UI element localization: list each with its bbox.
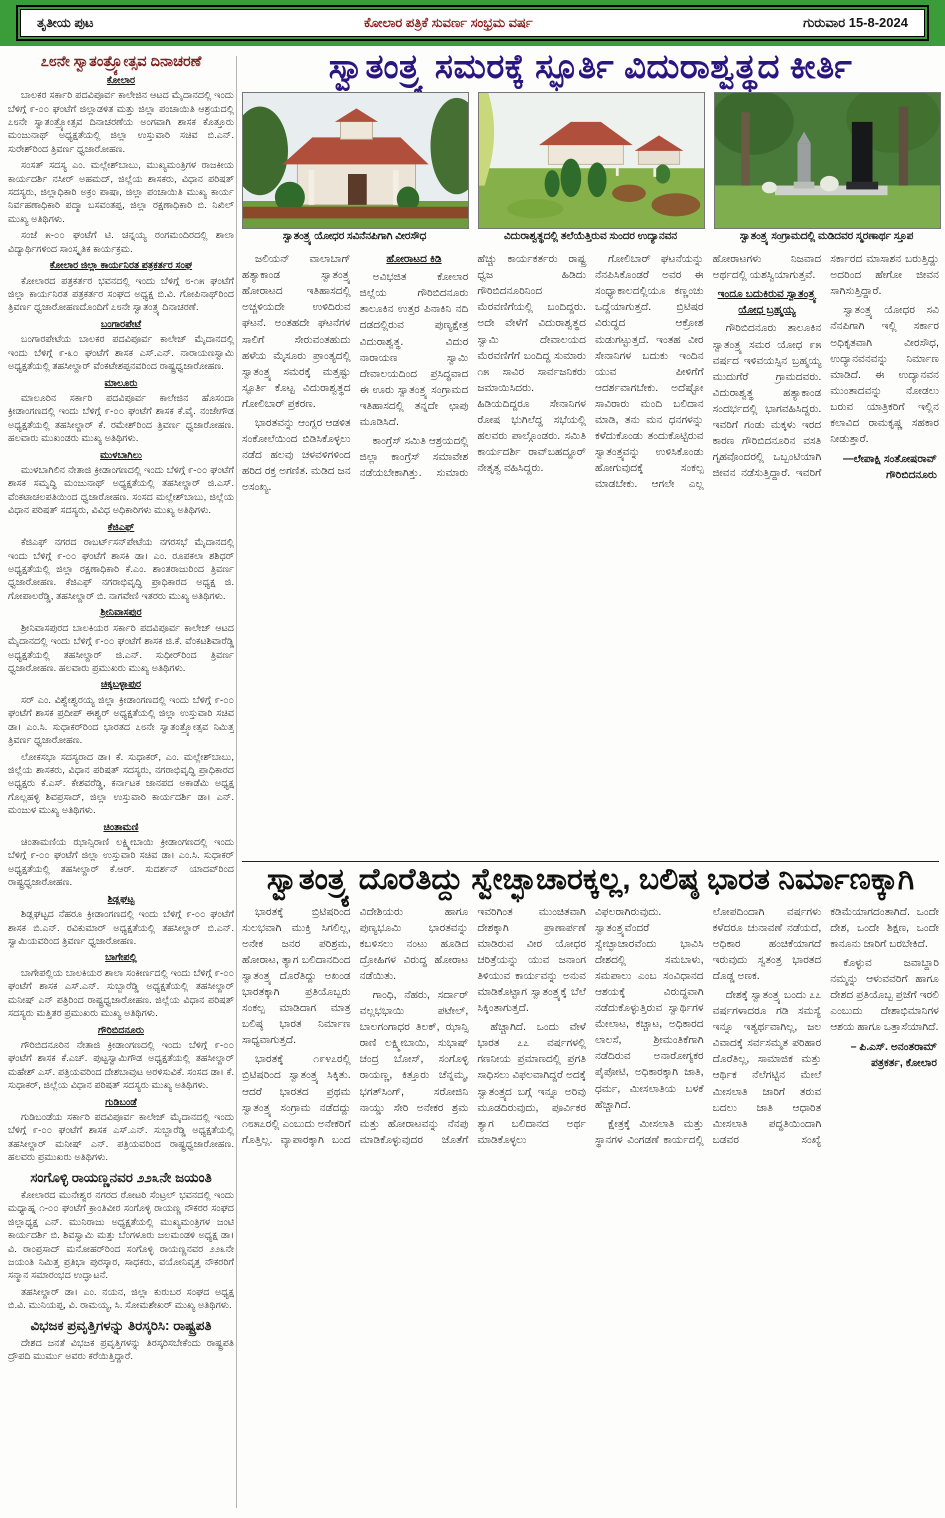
photo-caption: ವಿದುರಾಶ್ವತ್ಥದಲ್ಲಿ ತಲೆಯೆತ್ತಿರುವ ಸುಂದರ ಉದ್ಯಾನವನ xyxy=(503,230,677,242)
left-rail-flow xyxy=(8,74,234,1364)
left-rail-title: ೭೮ನೇ ಸ್ವಾತಂತ್ರ್ಯೋತ್ಸವ ದಿನಾಚರಣೆ xyxy=(40,54,202,70)
photo-veerasoudha xyxy=(242,92,467,243)
paragraph: ಮಾಲೂರಿನ ಸರ್ಕಾರಿ ಪದವಿಪೂರ್ವ ಕಾಲೇಜಿನ ಹೊಸಂದಾ ಕ್ರೀಡಾಂಗಣದಲ್ಲಿ ಇಂದು ಬೆಳಿಗ್ಗೆ ೯-೦೦ ಘಂಟೆಗೆ ಶಾಸಕ ಕೆ.ವೈ. ನಂಜೇಗೌಡ ಅಧ್ಯಕ್ಷತೆಯಲ್ಲಿ ತಹಸೀಲ್ದಾರ್ ಕೆ. ರಮೇಶ್‌ರಿಂದ ತ್ರಿವರ್ಣ ಧ್ವಜಾರೋಹಣ. ಹಲವಾರು ಮುಖಂಡರು ಮುಖ್ಯ ಅತಿಥಿಗಳು. xyxy=(8,392,234,445)
paragraph: ಭಾರತಕ್ಕೆ ಬ್ರಿಟಿಷರಿಂದ ಸುಲಭವಾಗಿ ಮುಕ್ತಿ ಸಿಗಲಿಲ್ಲ, ಅನೇಕ ಜನರ ಪರಿಶ್ರಮ, ಹೋರಾಟ, ತ್ಯಾಗ ಬಲಿದಾನದಿಂದ ಸ್ವಾತಂತ್ರ್ಯ ದೊರೆತಿದ್ದು ಅಖಂಡ ಭಾರತಕ್ಕಾಗಿ ಪ್ರತಿಯೊಬ್ಬರು ಸಂಕಲ್ಪ ಮಾಡಿದಾಗ ಮಾತ್ರ ಬಲಿಷ್ಠ ಭಾರತ ನಿರ್ಮಾಣ ಸಾಧ್ಯವಾಗುತ್ತದೆ. xyxy=(242,905,351,1047)
byline: —ಲೇಪಾಕ್ಷಿ ಸಂತೋಷರಾವ್ ಗೌರಿಬಿದನೂರು xyxy=(830,451,937,483)
byline: – ಪಿ.ಎಸ್. ಅನಂತರಾಮ್ ಪತ್ರಕರ್ತ, ಕೋಲಾರ xyxy=(830,1039,937,1071)
photo-caption: ಸ್ವಾತಂತ್ರ್ಯ ಸಂಗ್ರಾಮದಲ್ಲಿ ಮಡಿದವರ ಸ್ಮರಣಾರ್ಥ ಸ್ತೂಪ xyxy=(739,230,914,242)
article2-headline: ಸ್ವಾತಂತ್ರ್ಯ ದೊರೆತಿದ್ದು ಸ್ವೇಚ್ಛಾಚಾರಕ್ಕಲ್ಲ, ಬಲಿಷ್ಠ ಭಾರತ ನಿರ್ಮಾಣಕ್ಕಾಗಿ xyxy=(266,863,915,897)
subheading: ಮಾಲೂರು xyxy=(104,377,138,389)
paragraph: ಹೆಚ್ಚಾಗಿದೆ. ಒಂದು ವೇಳೆ ಭಾರತ ೭೭ ವರ್ಷಗಳಲ್ಲಿ ಗಣನೀಯ ಪ್ರಮಾಣದಲ್ಲಿ ಪ್ರಗತಿ ಸಾಧಿಸಲು ವಿಫಲವಾಗಿದ್ದರೆ ಅದಕ್ಕೆ ಸ್ವಾತಂತ್ರ್ಯದ ಬಗ್ಗೆ ಇನ್ನೂ ಅರಿವು ಮೂಡದಿರುವುದು, ಪೂರ್ವಿಕರ ತ್ಯಾಗ ಬಲಿದಾನದ ಅರ್ಥ ಮಾಡಿಕೊಳ್ಳಲು ವಿಫಲರಾಗಿರುವುದು. ಸ್ವಾತಂತ್ರ್ಯವೆಂದರೆ ಸ್ವೇಚ್ಛಾಚಾರವೆಂದು ಭಾವಿಸಿ ದೇಶದಲ್ಲಿ ಸಮಬಾಳು, ಸಮಪಾಲು ಎಂಬ ಸಂವಿಧಾನದ ಆಶಯಕ್ಕೆ ವಿರುದ್ಧವಾಗಿ ನಡೆದುಕೊಳ್ಳುತ್ತಿರುವ ಸ್ವಾರ್ಥಿಗಳ ಮೇಲಾಟ, ಕಚ್ಚಾಟ, ಅಧಿಕಾರದ ಲಾಲಸೆ, ಶ್ರೀಮಂತಿಕೆಗಾಗಿ ನಡೆದಿರುವ ಅನಾರೋಗ್ಯಕರ ಪೈಪೋಟಿ, ಅಧಿಕಾರಕ್ಕಾಗಿ ಜಾತಿ, ಧರ್ಮ, ಮೀಸಲಾತಿಯ ಬಳಕೆ ಹೆಚ್ಚಾಗಿದೆ. xyxy=(477,905,704,1146)
column-divider xyxy=(236,56,237,1508)
paragraph: ಕ್ಷೇತ್ರಕ್ಕೆ ಮೀಸಲಾತಿ ಮತ್ತು ಸ್ಥಾನಗಳ ವಿಂಗಡಣೆ ಕಾರ್ಯದಲ್ಲಿ ಲೋಪದಿಂದಾಗಿ ವರ್ಷಗಳು ಕಳೆದರೂ ಚುನಾವಣೆ ನಡೆಯದೆ, ಅಧಿಕಾರ ಹಂಚಿಕೆಯಾಗದೆ ಇರುವುದು ಸ್ವತಂತ್ರ ಭಾರತದ ದೊಡ್ಡ ಅಣಕ. xyxy=(594,905,822,1146)
paragraph: ಸಂಸತ್ ಸದಸ್ಯ ಎಂ. ಮಲ್ಲೇಶ್‌ಬಾಬು, ಮುಖ್ಯಮಂತ್ರಿಗಳ ರಾಜಕೀಯ ಕಾರ್ಯದರ್ಶಿ ನಸೀರ್ ಅಹಮದ್, ಜಿಲ್ಲೆಯ ಶಾಸಕರು, ವಿಧಾನ ಪರಿಷತ್ ಸದಸ್ಯರು, ಜಿಲ್ಲಾಧಿಕಾರಿ ಅಕ್ರಂ ಪಾಷಾ, ಜಿಲ್ಲಾ ಪಂಚಾಯಿತಿ ಮುಖ್ಯ ಕಾರ್ಯ ನಿರ್ವಹಣಾಧಿಕಾರಿ ಪದ್ಮಾ ಬಸವಂತಪ್ಪ, ಜಿಲ್ಲಾ ರಕ್ಷಣಾಧಿಕಾರಿ ಬಿ. ನಿಖಿಲ್ ಮುಖ್ಯ ಅತಿಥಿಗಳು. xyxy=(8,160,234,225)
paragraph: ಅವಿಭಜಿತ ಕೋಲಾರ ಜಿಲ್ಲೆಯ ಗೌರಿಬಿದನೂರು ತಾಲೂಕಿನ ಉತ್ತರ ಪಿನಾಕಿನಿ ನದಿ ದಡದಲ್ಲಿರುವ ಪುಣ್ಯಕ್ಷೇತ್ರ ವಿದುರಾಶ್ವತ್ಥ. ವಿದುರ ನಾರಾಯಣ ಸ್ವಾಮಿ ದೇವಾಲಯದಿಂದ ಪ್ರಸಿದ್ಧವಾದ ಈ ಊರು ಸ್ವಾತಂತ್ರ್ಯ ಸಂಗ್ರಾಮದ ಇತಿಹಾಸದಲ್ಲಿ ತನ್ನದೇ ಛಾಪು ಮೂಡಿಸಿದೆ. xyxy=(359,271,469,428)
photo-garden xyxy=(478,92,703,243)
subheading: ಬಂಗಾರಪೇಟೆ xyxy=(100,318,142,330)
paragraph: ಸರ್ ಎಂ. ವಿಶ್ವೇಶ್ವರಯ್ಯ ಜಿಲ್ಲಾ ಕ್ರೀಡಾಂಗಣದಲ್ಲಿ ಇಂದು ಬೆಳಿಗ್ಗೆ ೯-೦೦ ಘಂಟೆಗೆ ಶಾಸಕ ಪ್ರದೀಪ್ ಈಶ್ವರ್ ಅಧ್ಯಕ್ಷತೆಯಲ್ಲಿ ಜಿಲ್ಲಾ ಉಸ್ತುವಾರಿ ಸಚಿವ ಡಾ। ಎಂ.ಸಿ. ಸುಧಾಕರ್‌ರಿಂದ ಭಾರತದ ೭೮ನೇ ಸ್ವಾತಂತ್ರ್ಯೋತ್ಸವ ನಿಮಿತ್ತ ತ್ರಿವರ್ಣ ಧ್ವಜಾರೋಹಣ. xyxy=(8,694,234,747)
paragraph: ಭಾರತವನ್ನು ಆಂಗ್ಲರ ಆಡಳಿತ ಸಂಕೋಲೆಯಿಂದ ಬಿಡಿಸಿಕೊಳ್ಳಲು ನಡೆದ ಹಲವು ಚಳವಳಿಗಳಿಂದ ಹರಿದ ರಕ್ತ ಅಗಣಿತ. ಮಡಿದ ಜನ ಅಸಂಖ್ಯ. xyxy=(242,416,351,494)
subheading: ಕೋಲಾರ xyxy=(106,74,136,86)
subheading: ಶಿಡ್ಲಘಟ್ಟ xyxy=(107,893,135,905)
subheading: ಚಿಕ್ಕಬಳ್ಳಾಪುರ xyxy=(100,679,142,691)
paragraph: ಜಲಿಯನ್ ವಾಲಾಬಾಗ್ ಹತ್ಯಾಕಾಂಡ ಸ್ವಾತಂತ್ರ್ಯ ಹೋರಾಟದ ಇತಿಹಾಸದಲ್ಲಿ ಅಚ್ಚಳಿಯದೇ ಉಳಿದಿರುವ ಘಟನೆ. ಅಂತಹದೇ ಘಟನೆಗಳ ಸಾಲಿಗೆ ಸೇರುವಂತಹುದು ಹಳೆಯ ಮೈಸೂರು ಪ್ರಾಂತ್ಯದಲ್ಲಿ ಸ್ವಾತಂತ್ರ್ಯ ಸಮರಕ್ಕೆ ಮತ್ತಷ್ಟು ಸ್ಫೂರ್ತಿ ಕೊಟ್ಟ ವಿದುರಾಶ್ವತ್ಥದ ಗೋಲಿಬಾರ್ ಪ್ರಕರಣ. xyxy=(242,253,351,410)
left-rail xyxy=(8,54,234,1512)
paragraph: ಕೊಳ್ಳುವ ಜವಾಬ್ದಾರಿ ನಮ್ಮನ್ನು ಆಳುವವರಿಗೆ ಹಾಗೂ ದೇಶದ ಪ್ರತಿಯೊಬ್ಬ ಪ್ರಜೆಗೆ ಇರಲಿ ಎಂಬುದು ದೇಶಾಭಿಮಾನಿಗಳ ಆಶಯ ಹಾಗೂ ಒತ್ತಾಸೆಯಾಗಿದೆ. xyxy=(830,956,939,1034)
masthead xyxy=(0,0,945,46)
subheading: ಕೆಜಿಎಫ್ xyxy=(107,521,135,533)
section-heading: ಸಂಗೊಳ್ಳಿ ರಾಯಣ್ಣನವರ ೨೨೩ನೇ ಜಯಂತಿ xyxy=(30,1169,212,1185)
paragraph: ಚಿಂತಾಮಣಿಯ ಝಾನ್ಸಿರಾಣಿ ಲಕ್ಷ್ಮೀಬಾಯಿ ಕ್ರೀಡಾಂಗಣದಲ್ಲಿ ಇಂದು ಬೆಳಿಗ್ಗೆ ೯-೦೦ ಘಂಟೆಗೆ ಜಿಲ್ಲಾ ಉಸ್ತುವಾರಿ ಸಚಿವ ಡಾ। ಎಂ.ಸಿ. ಸುಧಾಕರ್ ಅಧ್ಯಕ್ಷತೆಯಲ್ಲಿ ತಹಸೀಲ್ದಾರ್ ಕೆ.ಆರ್. ಸುದರ್ಶನ್ ಯಾದವ್‌ರಿಂದ ರಾಷ್ಟ್ರಧ್ವಜಾರೋಹಣ. xyxy=(8,837,234,889)
memorial-illustration xyxy=(714,92,941,229)
subheading: ಗುಡಿಬಂಡೆ xyxy=(105,1096,137,1108)
paragraph: ಗೌರಿಬಿದನೂರಿನ ನೇತಾಜಿ ಕ್ರೀಡಾಂಗಣದಲ್ಲಿ ಇಂದು ಬೆಳಿಗ್ಗೆ ೯-೦೦ ಘಂಟೆಗೆ ಶಾಸಕ ಕೆ.ಎಚ್. ಪುಟ್ಟಸ್ವಾಮಿಗೌಡ ಅಧ್ಯಕ್ಷತೆಯಲ್ಲಿ ತಹಸೀಲ್ದಾರ್ ಮಹೇಶ್ ಎಸ್. ಪತ್ರಿಯವರಿಂದ ದೇಶಬಾವುಟ ಅರಳಿಸುವಿಕೆ. ಸಂಸದ ಡಾ। ಕೆ. ಸುಧಾಕರ್, ಜಿಲ್ಲೆಯ ವಿಧಾನ ಪರಿಷತ್ ಸದಸ್ಯರು ಮುಖ್ಯ ಅತಿಥಿಗಳು. xyxy=(8,1039,234,1092)
paragraph: ತಹಸೀಲ್ದಾರ್ ಡಾ। ಎಂ. ನಯನ, ಜಿಲ್ಲಾ ಕುರುಬರ ಸಂಘದ ಅಧ್ಯಕ್ಷ ಬಿ.ವಿ. ಮುನಿಯಪ್ಪ, ವಿ. ರಾಮಯ್ಯ, ಸಿ. ಸೋಮಶೇಖರ್ ಮುಖ್ಯ ಅತಿಥಿಗಳು. xyxy=(8,1286,234,1312)
photo-row xyxy=(242,92,939,243)
paragraph: ಗೋಲಿಬಾರ್ ಘಟನೆಯನ್ನು ನೆನಪಿಸಿಕೊಂಡರೆ ಅವರ ಈ ಸಂಧ್ಯಾಕಾಲದಲ್ಲಿಯೂ ಕಣ್ಣಂಚು ಒದ್ದೆಯಾಗುತ್ತದೆ. ಬ್ರಿಟಿಷರ ವಿರುದ್ಧದ ಆಕ್ರೋಶ ಮಡುಗಟ್ಟುತ್ತದೆ. ಇಂತಹ ವೀರ ಸೇನಾನಿಗಳ ಬದುಕು ಇಂದಿನ ಯುವ ಪೀಳಿಗೆಗೆ ಆದರ್ಶವಾಗಬೇಕು. ಅದೆಷ್ಟೋ ಸಾವಿರಾರು ಮಂದಿ ಬಲಿದಾನ ಮಾಡಿ, ತನು ಮನ ಧನಗಳನ್ನು ಕಳೆದುಕೊಂಡು ತಂದುಕೊಟ್ಟಿರುವ ಸ್ವಾತಂತ್ರ್ಯವನ್ನು ಉಳಿಸಿಕೊಂಡು ಹೋಗುವುದಕ್ಕೆ ಸಂಕಲ್ಪ ಮಾಡಬೇಕು. ಆಗಲೇ ಎಲ್ಲ ಹೋರಾಟಗಳು ನಿಜವಾದ ಅರ್ಥದಲ್ಲಿ ಯಶಸ್ವಿಯಾಗುತ್ತವೆ. xyxy=(594,253,822,491)
paragraph: ದೇಶಕ್ಕೆ ಸ್ವಾತಂತ್ರ್ಯ ಬಂದು ೭೭ ವರ್ಷಗಳಾದರೂ ಗಡಿ ಸಮಸ್ಯೆ ಇನ್ನೂ ಇತ್ಯರ್ಥವಾಗಿಲ್ಲ, ಜಲ ವಿವಾದಕ್ಕೆ ಸರ್ವಸಮ್ಮತ ಪರಿಹಾರ ದೊರೆತಿಲ್ಲ, ಸಾಮಾಜಿಕ ಮತ್ತು ಆರ್ಥಿಕ ನೆಲೆಗಟ್ಟಿನ ಮೇಲೆ ಮೀಸಲಾತಿ ಜಾರಿಗೆ ತರುವ ಬದಲು ಜಾತಿ ಆಧಾರಿತ ಮೀಸಲಾತಿ ಪದ್ಧತಿಯಿಂದಾಗಿ ಬಡವರ ಸಂಖ್ಯೆ ಕಡಿಮೆಯಾಗದಂತಾಗಿದೆ. ಒಂದೇ ದೇಶ, ಒಂದೇ ಶಿಕ್ಷಣ, ಒಂದೇ ಕಾನೂನು ಜಾರಿಗೆ ಬರಬೇಕಿದೆ. xyxy=(712,905,939,1146)
section-heading: ವಿಭಜಕ ಪ್ರವೃತ್ತಿಗಳನ್ನು ತಿರಸ್ಕರಿಸಿ: ರಾಷ್ಟ್ರಪತಿ xyxy=(30,1317,212,1333)
paragraph: ಲೋಕಸಭಾ ಸದಸ್ಯರಾದ ಡಾ। ಕೆ. ಸುಧಾಕರ್, ಎಂ. ಮಲ್ಲೇಶ್‌ಬಾಬು, ಜಿಲ್ಲೆಯ ಶಾಸಕರು, ವಿಧಾನ ಪರಿಷತ್ ಸದಸ್ಯರು, ನಗರಾಭಿವೃದ್ಧಿ ಪ್ರಾಧಿಕಾರದ ಅಧ್ಯಕ್ಷರು ಕೆ.ಎಸ್. ಕೇಶವರೆಡ್ಡಿ, ಕರ್ನಾಟಕ ಜಾನಪದ ಅಕಾಡೆಮಿ ಅಧ್ಯಕ್ಷ ಗೊಲ್ಲಹಳ್ಳಿ ಶಿವಪ್ರಸಾದ್, ಜಿಲ್ಲಾ ಉಸ್ತುವಾರಿ ಕಾರ್ಯದರ್ಶಿ ಡಾ। ಎನ್. ಮಂಜುಳ ಮುಖ್ಯ ಅತಿಥಿಗಳು. xyxy=(8,751,234,817)
masthead-box xyxy=(20,9,925,37)
photo-caption: ಸ್ವಾತಂತ್ರ್ಯ ಯೋಧರ ಸವಿನೆನಪಿಗಾಗಿ ವೀರಸೌಧ xyxy=(282,230,427,242)
subheading: ಮುಳಬಾಗಿಲು xyxy=(100,449,142,461)
paragraph: ಬಾಗೇಪಲ್ಲಿಯ ಬಾಲಕಿಯರ ಶಾಲಾ ಸಂಕೀರ್ಣದಲ್ಲಿ ಇಂದು ಬೆಳಿಗ್ಗೆ ೯-೦೦ ಘಂಟೆಗೆ ಶಾಸಕ ಎಸ್.ಎನ್. ಸುಬ್ಬಾರೆಡ್ಡಿ ಅಧ್ಯಕ್ಷತೆಯಲ್ಲಿ ತಹಸೀಲ್ದಾರ್ ಮನೀಷ್ ಎನ್ ಪತ್ರಿರಿಂದ ರಾಷ್ಟ್ರಧ್ವಜಾರೋಹಣ. ಜಿಲ್ಲೆಯ ವಿಧಾನ ಪರಿಷತ್ ಸದಸ್ಯರು ಮತ್ತಿತರ ಪ್ರಮುಖರು ಮುಖ್ಯ ಅತಿಥಿಗಳು. xyxy=(8,967,234,1020)
article1-headline: ಸ್ವಾತಂತ್ರ್ಯ ಸಮರಕ್ಕೆ ಸ್ಫೂರ್ತಿ ವಿದುರಾಶ್ವತ್ಥದ ಕೀರ್ತಿ xyxy=(328,48,853,86)
paragraph: ಸ್ವಾತಂತ್ರ್ಯ ಯೋಧರ ಸವಿ ನೆನಪಿಗಾಗಿ ಇಲ್ಲಿ ಸರ್ಕಾರ ಅಧಿಕೃತವಾಗಿ ವೀರಸೌಧ, ಉದ್ಯಾನವನವನ್ನು ನಿರ್ಮಾಣ ಮಾಡಿದೆ. ಈ ಉದ್ಯಾನವನ ಮುಂತಾದವನ್ನು ನೋಡಲು ಬರುವ ಯಾತ್ರಿಕರಿಗೆ ಇಲ್ಲಿನ ಕಲಾವಿದ ರಾಮಕೃಷ್ಣ ಸಹಕಾರ ನೀಡುತ್ತಾರೆ. xyxy=(830,304,939,446)
subheading: ಇಂದೂ ಬದುಕಿರುವ ಸ್ವಾತಂತ್ರ್ಯ ಯೋಧ ಬ್ರಹ್ಮಯ್ಯ xyxy=(717,288,817,317)
paragraph: ಸಂಜೆ ೫-೦೦ ಘಂಟೆಗೆ ಟಿ. ಚನ್ನಯ್ಯ ರಂಗಮಂದಿರದಲ್ಲಿ ಶಾಲಾ ವಿದ್ಯಾರ್ಥಿಗಳಿಂದ ಸಾಂಸ್ಕೃತಿಕ ಕಾರ್ಯಕ್ರಮ. xyxy=(8,230,234,255)
paragraph: ಗುಡಿಬಂಡೆಯ ಸರ್ಕಾರಿ ಪದವಿಪೂರ್ವ ಕಾಲೇಜ್ ಮೈದಾನದಲ್ಲಿ ಇಂದು ಬೆಳಿಗ್ಗೆ ೯-೦೦ ಘಂಟೆಗೆ ಶಾಸಕ ಎಸ್.ಎನ್. ಸುಬ್ಬಾರೆಡ್ಡಿ ಅಧ್ಯಕ್ಷತೆಯಲ್ಲಿ ತಹಸೀಲ್ದಾರ್ ಮನೀಷ್ ಎನ್. ಪತ್ರಿಯವರಿಂದ ರಾಷ್ಟ್ರಧ್ವಜಾರೋಹಣ. ಹಲವರು ಪ್ರಮುಖರು ಅತಿಥಿಗಳು. xyxy=(8,1112,234,1164)
paragraph: ಬಂಗಾರಪೇಟೆಯ ಬಾಲಕರ ಪದವಿಪೂರ್ವ ಕಾಲೇಜ್ ಮೈದಾನದಲ್ಲಿ ಇಂದು ಬೆಳಿಗ್ಗೆ ೯-೩೦ ಘಂಟೆಗೆ ಶಾಸಕ ಎಸ್.ಎನ್. ನಾರಾಯಣಸ್ವಾಮಿ ಅಧ್ಯಕ್ಷತೆಯಲ್ಲಿ ತಹಸೀಲ್ದಾರ್ ವೆಂಕಟೇಶಪ್ಪನವರಿಂದ ರಾಷ್ಟ್ರಧ್ವಜಾರೋಹಣ. xyxy=(8,334,234,373)
article2-body xyxy=(242,904,939,1460)
veerasoudha-illustration xyxy=(242,92,469,229)
subheading: ಚಿಂತಾಮಣಿ xyxy=(103,821,139,833)
byline-place: ಗೌರಿಬಿದನೂರು xyxy=(886,469,937,482)
byline-place: ಪತ್ರಕರ್ತ, ಕೋಲಾರ xyxy=(871,1057,937,1070)
photo-memorial xyxy=(714,92,939,243)
paragraph: ಗಾಂಧಿ, ನೆಹರು, ಸರ್ದಾರ್ ವಲ್ಲಭಭಾಯಿ ಪಟೇಲ್, ಬಾಲಗಂಗಾಧರ ತಿಲಕ್, ಝಾನ್ಸಿ ರಾಣಿ ಲಕ್ಷ್ಮೀಬಾಯಿ, ಸುಭಾಷ್ ಚಂದ್ರ ಬೋಸ್, ಸಂಗೊಳ್ಳಿ ರಾಯಣ್ಣ, ಕಿತ್ತೂರು ಚೆನ್ನಮ್ಮ, ಭಗತ್‌ಸಿಂಗ್, ಸರೋಜಿನಿ ನಾಯ್ಡು ಸೇರಿ ಅನೇಕರ ಶ್ರಮ ಮತ್ತು ಹೋರಾಟವನ್ನು ನೆನಪು ಮಾಡಿಕೊಳ್ಳುವುದರ ಜೊತೆಗೆ ಇವರಿಗಿಂತ ಮುಂಚಿತವಾಗಿ ದೇಶಕ್ಕಾಗಿ ಪ್ರಾಣಾರ್ಪಣೆ ಮಾಡಿರುವ ವೀರ ಯೋಧರ ಚರಿತ್ರೆಯನ್ನು ಯುವ ಜನಾಂಗ ತಿಳಿಯುವ ಕಾರ್ಯವನ್ನು ಅನುವ ಮಾಡಿಕೊಟ್ಟಾಗ ಸ್ವಾತಂತ್ರ್ಯಕ್ಕೆ ಬೆಲೆ ಸಿಕ್ಕಿಂತಾಗುತ್ತದೆ. xyxy=(359,905,586,1146)
garden-illustration xyxy=(478,92,705,229)
paragraph: ಕೆಜಿಎಫ್ ನಗರದ ರಾಬರ್ಟ್‌ಸನ್‌ಪೇಟೆಯ ನಗರಸಭೆ ಮೈದಾನದಲ್ಲಿ ಇಂದು ಬೆಳಿಗ್ಗೆ ೯-೦೦ ಘಂಟೆಗೆ ಶಾಸಕಿ ಡಾ। ಎಂ. ರೂಪಕಲಾ ಶಶಿಧರ್ ಅಧ್ಯಕ್ಷತೆಯಲ್ಲಿ ಜಿಲ್ಲಾ ರಕ್ಷಣಾಧಿಕಾರಿ ಕೆ.ಎಂ. ಶಾಂತರಾಜುರಿಂದ ತ್ರಿವರ್ಣ ಧ್ವಜಾರೋಹಣ. ಕೆಜಿಎಫ್ ನಗರಾಭಿವೃದ್ಧಿ ಪ್ರಾಧಿಕಾರದ ಅಧ್ಯಕ್ಷ ಜಿ. ಗೋಪಾಲರೆಡ್ಡಿ, ತಹಸೀಲ್ದಾರ್ ಬಿ. ನಾಗವೇಣಿ ಇತರರು ಮುಖ್ಯ ಅತಿಥಿಗಳು. xyxy=(8,537,234,602)
paragraph: ಭಾರತಕ್ಕೆ ೧೯೪೭ರಲ್ಲಿ ಬ್ರಿಟಿಷರಿಂದ ಸ್ವಾತಂತ್ರ್ಯ ಸಿಕ್ಕಿತು. ಆದರೆ ಭಾರತದ ಪ್ರಥಮ ಸ್ವಾತಂತ್ರ್ಯ ಸಂಗ್ರಾಮ ನಡೆದದ್ದು ೧೮೫೭ರಲ್ಲಿ ಎಂಬುದು ಅನೇಕರಿಗೆ ಗೊತ್ತಿಲ್ಲ. ವ್ಯಾಪಾರಕ್ಕಾಗಿ ಬಂದ ವಿದೇಶಿಯರು ಹಾಗೂ ಪುಣ್ಯಭೂಮಿ ಭಾರತವನ್ನು ಕಬಳಿಸಲು ನಂಟು ಹೂಡಿದ ದ್ರೋಹಿಗಳ ವಿರುದ್ಧ ಹೋರಾಟ ನಡೆಯಿತು. xyxy=(242,905,469,1146)
paragraph: ಕೋಲಾರದ ಪತ್ರಕರ್ತರ ಭವನದಲ್ಲಿ ಇಂದು ಬೆಳಿಗ್ಗೆ ೮-೧೫ ಘಂಟೆಗೆ ಜಿಲ್ಲಾ ಕಾರ್ಯನಿರತ ಪತ್ರಕರ್ತರ ಸಂಘದ ಅಧ್ಯಕ್ಷ ಬಿ.ವಿ. ಗೋಪಿನಾಥ್‌ರಿಂದ ತ್ರಿವರ್ಣ ಧ್ವಜಾರೋಹಣದೊಂದಿಗೆ ೭೮ನೇ ಸ್ವಾತಂತ್ರ್ಯ ದಿನಾಚರಣೆ. xyxy=(8,275,234,314)
paragraph: ಬಾಲಕರ ಸರ್ಕಾರಿ ಪದವಿಪೂರ್ವ ಕಾಲೇಜಿನ ಆಟದ ಮೈದಾನದಲ್ಲಿ ಇಂದು ಬೆಳಿಗ್ಗೆ ೯-೦೦ ಘಂಟೆಗೆ ಜಿಲ್ಲಾಡಳಿತ ಮತ್ತು ಜಿಲ್ಲಾ ಪಂಚಾಯಿತಿ ಆಶ್ರಯದಲ್ಲಿ ೭೮ನೇ ಸ್ವಾತಂತ್ರ್ಯೋತ್ಸವ ದಿನಾಚರಣೆಯ ಅಂಗವಾಗಿ ಶಾಸಕ ಕೊತ್ತೂರು ಮಂಜುನಾಥ್ ಅಧ್ಯಕ್ಷತೆಯಲ್ಲಿ ಜಿಲ್ಲಾ ಉಸ್ತುವಾರಿ ಸಚಿವ ಬಿ.ಎನ್. ಸುರೇಶ್‌ರಿಂದ ತ್ರಿವರ್ಣ ಧ್ವಜಾರೋಹಣ. xyxy=(8,90,234,155)
subheading: ಗೌರಿಬಿದನೂರು xyxy=(97,1024,145,1036)
subheading: ಶ್ರೀನಿವಾಸಪುರ xyxy=(100,607,142,619)
paragraph: ದೇಶದ ಜನತೆ ವಿಭಜಕ ಪ್ರವೃತ್ತಿಗಳನ್ನು ತಿರಸ್ಕರಿಸಬೇಕೆಂದು ರಾಷ್ಟ್ರಪತಿ ದ್ರೌಪದಿ ಮುರ್ಮು ಅವರು ಕರೆಯಿತ್ತಿದ್ದಾರೆ. xyxy=(8,1337,234,1363)
subheading: ಹೋರಾಟದ ಕಿಡಿ xyxy=(386,253,442,266)
masthead-page-label: ತೃತೀಯ ಪುಟ xyxy=(37,15,94,30)
section-divider xyxy=(242,861,939,862)
paragraph: ಕಾಂಗ್ರೆಸ್ ಸಮಿತಿ ಆಶ್ರಯದಲ್ಲಿ ಜಿಲ್ಲಾ ಕಾಂಗ್ರೆಸ್ ಸಮಾವೇಶ ನಡೆಯಬೇಕಾಗಿತ್ತು. ಸುಮಾರು ಹೆಚ್ಚು ಕಾರ್ಯಕರ್ತರು ರಾಷ್ಟ್ರ ಧ್ವಜ ಹಿಡಿದು ಗೌರಿಬಿದನೂರಿನಿಂದ ಮೆರವಣಿಗೆಯಲ್ಲಿ ಬಂದಿದ್ದರು. ಅದೇ ವೇಳೆಗೆ ವಿದುರಾಶ್ವತ್ಥದ ಸ್ವಾಮಿ ದೇವಾಲಯದ ಮೆರವಣಿಗೆಗೆ ಬಂದಿದ್ದ ಸುಮಾರು ೧೫ ಸಾವಿರ ಸಾರ್ವಜನಿಕರು ಜಮಾಯಿಸಿದರು. ಹಿಡಿಯದಿದ್ದರೂ ಸೇನಾನಿಗಳ ರೋಷ ಭುಗಿಲೆದ್ದ ಸಭೆಯಲ್ಲಿ ಹಲವರು ಪಾಲ್ಗೊಂಡರು. ಸಮಿತಿ ಕಾರ್ಯದರ್ಶಿ ರಾವ್‌ಬಹದ್ದೂರ್ ನೇತೃತ್ವ ವಹಿಸಿದ್ದರು. xyxy=(359,253,586,480)
subheading: ಬಾಗೇಪಲ್ಲಿ xyxy=(105,952,137,964)
masthead-date: ಗುರುವಾರ 15-8-2024 xyxy=(803,15,908,30)
masthead-center: ಕೋಲಾರ ಪತ್ರಿಕೆ ಸುವರ್ಣ ಸಂಭ್ರಮ ವರ್ಷ xyxy=(363,15,533,30)
subheading: ಕೋಲಾರ ಜಿಲ್ಲಾ ಕಾರ್ಯನಿರತ ಪತ್ರಕರ್ತರ ಸಂಘ xyxy=(49,260,193,272)
paragraph: ಕೋಲಾರದ ಮುನೇಶ್ವರ ನಗರದ ರೋಟರಿ ಸೆಂಟ್ರಲ್ ಭವನದಲ್ಲಿ ಇಂದು ಮಧ್ಯಾಹ್ನ ೧-೦೦ ಘಂಟೆಗೆ ಕ್ರಾಂತಿವೀರ ಸಂಗೊಳ್ಳಿ ರಾಯಣ್ಣ ನೌಕರರ ಸಂಘದ ಜಿಲ್ಲಾಧ್ಯಕ್ಷ ಎನ್. ಮುನಿರಾಜು ಅಧ್ಯಕ್ಷತೆಯಲ್ಲಿ ಮುಖ್ಯಮಂತ್ರಿಗಳ ಜಂಟಿ ಕಾರ್ಯದರ್ಶಿ ಬಿ. ಶಿವಸ್ವಾಮಿ ಮತ್ತು ಬೆಂಗಳೂರು ಜಲಮಂಡಳಿ ಅಧ್ಯಕ್ಷ ಡಾ। ವಿ. ರಾಂಪ್ರಸಾದ್ ಮನೋಹರ್‌ರಿಂದ ಸಂಗೊಳ್ಳಿ ರಾಯಣ್ಣನವರ ೨೨೩ನೇ ಜಯಂತಿ ನಿಮಿತ್ತ ಪ್ರತಿಭಾ ಪುರಸ್ಕಾರ, ಸಾಧಕರು, ವಯೋನಿವೃತ್ತ ನೌಕರರಿಗೆ ಸನ್ಮಾನ ಸಮಾರಂಭದ ಉದ್ಘಾಟನೆ. xyxy=(8,1189,234,1282)
paragraph: ಗೌರಿಬಿದನೂರು ತಾಲೂಕಿನ ಸ್ವಾತಂತ್ರ್ಯ ಸಮರ ಯೋಧ ೯೫ ವರ್ಷದ ಇಳಿವಯಸ್ಸಿನ ಬ್ರಹ್ಮಯ್ಯ ಮುದುಗೆರೆ ಗ್ರಾಮದವರು. ವಿದುರಾಶ್ವತ್ಥ ಹತ್ಯಾಕಾಂಡ ಸಂದರ್ಭದಲ್ಲಿ ಭಾಗವಹಿಸಿದ್ದರು. ಇವರಿಗೆ ಗಂಡು ಮಕ್ಕಳು ಇರದ ಕಾರಣ ಗೌರಿಬಿದನೂರಿನ ವಸತಿ ಗೃಹವೊಂದರಲ್ಲಿ ಒಬ್ಬಂಟಿಯಾಗಿ ಜೀವನ ನಡೆಸುತ್ತಿದ್ದಾರೆ. ಇವರಿಗೆ ಸರ್ಕಾರದ ಮಾಸಾಶನ ಬರುತ್ತಿದ್ದು ಅದರಿಂದ ಹೇಗೋ ಜೀವನ ಸಾಗಿಸುತ್ತಿದ್ದಾರೆ. xyxy=(712,253,939,480)
article1-body xyxy=(242,251,939,855)
paragraph: ಶ್ರೀನಿವಾಸಪುರದ ಬಾಲಕಿಯರ ಸರ್ಕಾರಿ ಪದವಿಪೂರ್ವ ಕಾಲೇಜ್ ಆಟದ ಮೈದಾನದಲ್ಲಿ ಇಂದು ಬೆಳಿಗ್ಗೆ ೯-೦೦ ಘಂಟೆಗೆ ಶಾಸಕ ಜಿ.ಕೆ. ವೆಂಕಟಶಿವಾರೆಡ್ಡಿ ಅಧ್ಯಕ್ಷತೆಯಲ್ಲಿ ತಹಸೀಲ್ದಾರ್ ಜಿ.ಎನ್. ಸುಧೀರ್‌ರಿಂದ ತ್ರಿವರ್ಣ ಧ್ವಜಾರೋಹಣ. ಹಲವಾರು ಪ್ರಮುಖರು ಮುಖ್ಯ ಅತಿಥಿಗಳು. xyxy=(8,622,234,674)
paragraph: ಶಿಡ್ಲಘಟ್ಟದ ನೆಹರೂ ಕ್ರೀಡಾಂಗಣದಲ್ಲಿ ಇಂದು ಬೆಳಿಗ್ಗೆ ೯-೦೦ ಘಂಟೆಗೆ ಶಾಸಕ ಬಿ.ಎನ್. ರವಿಕುಮಾರ್ ಅಧ್ಯಕ್ಷತೆಯಲ್ಲಿ ತಹಸೀಲ್ದಾರ್ ಬಿ.ಎನ್. ಸ್ವಾಮಿಯವರಿಂದ ತ್ರಿವರ್ಣ ಧ್ವಜಾರೋಹಣ. xyxy=(8,909,234,947)
paragraph: ಮುಳಬಾಗಿಲಿನ ನೇತಾಜಿ ಕ್ರೀಡಾಂಗಣದಲ್ಲಿ ಇಂದು ಬೆಳಿಗ್ಗೆ ೯-೦೦ ಘಂಟೆಗೆ ಶಾಸಕ ಸಮೃದ್ಧಿ ಮಂಜುನಾಥ್ ಅಧ್ಯಕ್ಷತೆಯಲ್ಲಿ ತಹಸೀಲ್ದಾರ್ ಜಿ.ಎಸ್. ವೆಂಕಟಾಚಲಪತಿಯಿಂದ ಧ್ವಜಾರೋಹಣ. ಸಂಸದ ಮಲ್ಲೇಶ್‌ಬಾಬು, ಜಿಲ್ಲೆಯ ವಿಧಾನ ಪರಿಷತ್ ಸದಸ್ಯರು, ವಿವಿಧ ಅಧಿಕಾರಿಗಳು ಮುಖ್ಯ ಅತಿಥಿಗಳು. xyxy=(8,465,234,517)
main-area xyxy=(242,50,939,1460)
